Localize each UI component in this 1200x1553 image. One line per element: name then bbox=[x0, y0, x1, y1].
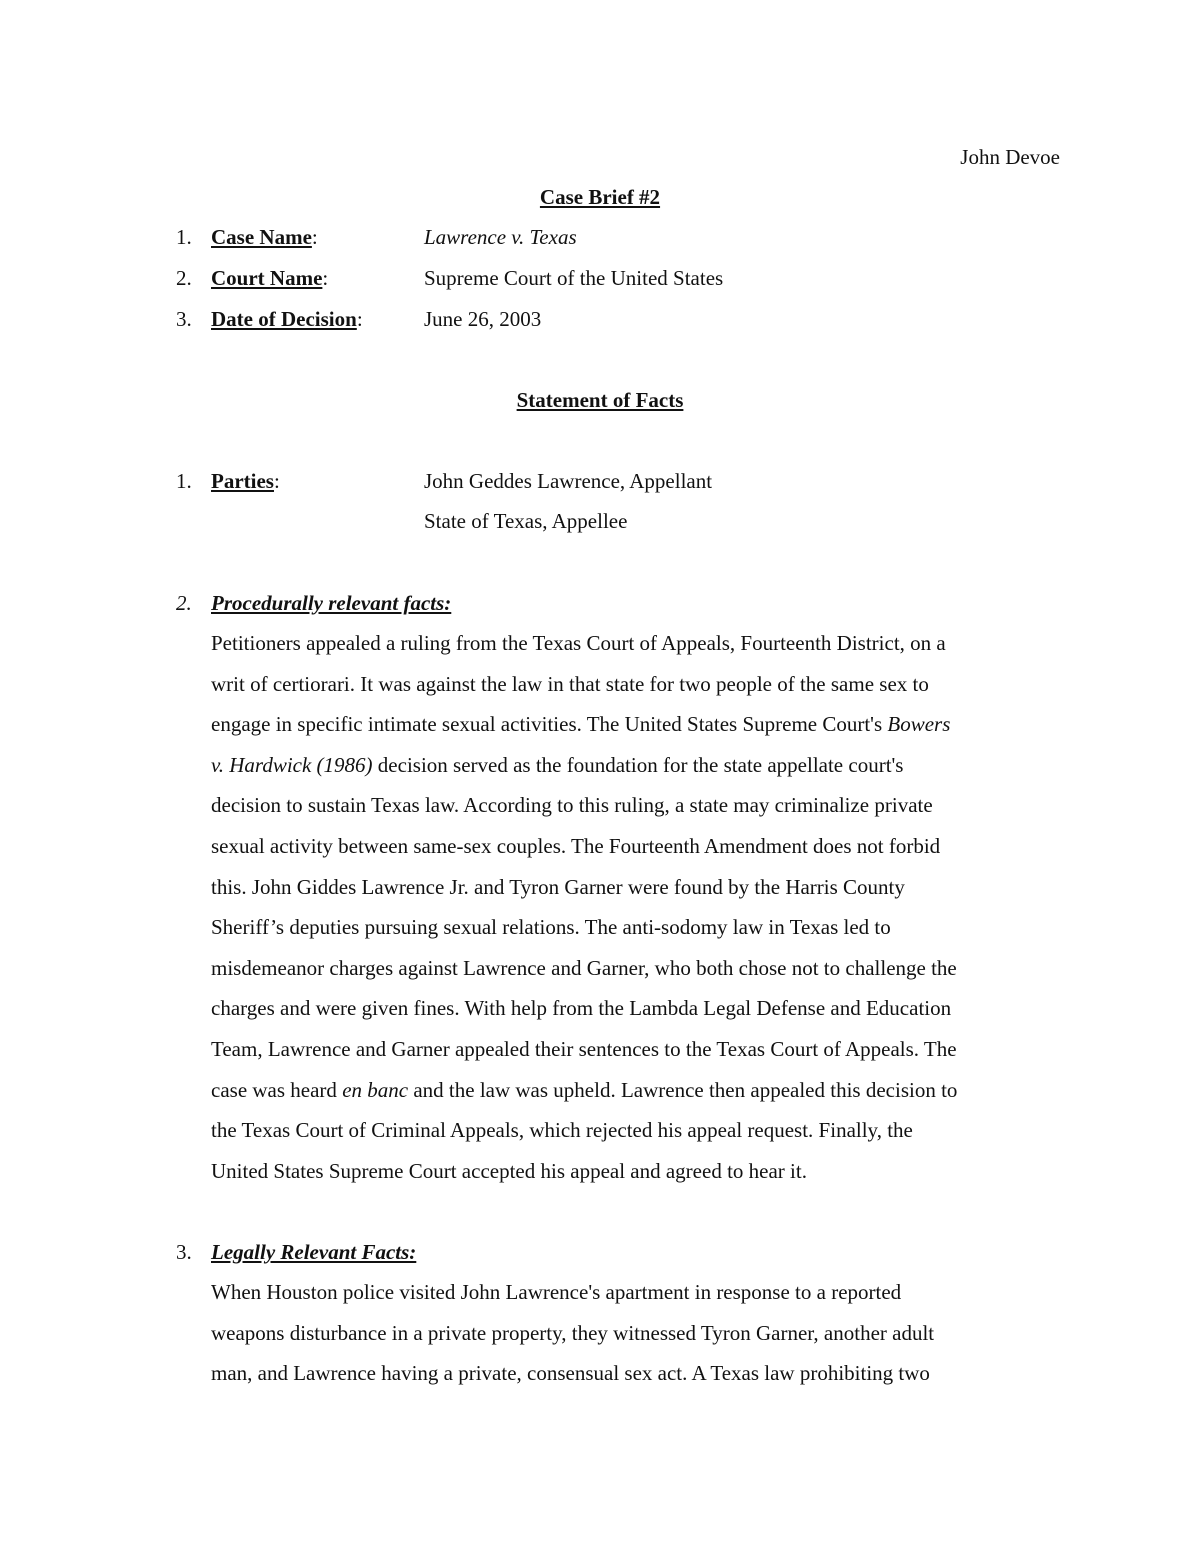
decision-date-value: June 26, 2003 bbox=[424, 307, 542, 331]
list-number: 3. bbox=[176, 307, 192, 331]
paragraph-line: Sheriff’s deputies pursuing sexual relations. The anti-sodomy law in Texas led to bbox=[211, 915, 891, 940]
legal-heading-row bbox=[0, 1238, 1200, 1268]
procedural-label: Procedurally relevant facts: bbox=[211, 591, 452, 615]
paragraph-line: case was heard en banc and the law was upheld. Lawrence then appealed this decision to bbox=[211, 1077, 958, 1102]
paragraph-line: Team, Lawrence and Garner appealed their sentences to the Texas Court of Appeals. The bbox=[211, 1036, 957, 1061]
paragraph-line: When Houston police visited John Lawrence's apartment in response to a reported bbox=[211, 1280, 902, 1304]
decision-date-row bbox=[0, 305, 1200, 335]
list-number: 1. bbox=[176, 469, 192, 493]
paragraph-line: v. Hardwick (1986) decision served as the foundation for the state appellate court's bbox=[211, 752, 904, 777]
paragraph-line: man, and Lawrence having a private, consensual sex act. A Texas law prohibiting two bbox=[211, 1361, 930, 1386]
paragraph-line: the Texas Court of Criminal Appeals, which rejected his appeal request. Finally, the bbox=[211, 1118, 913, 1143]
case-name-row bbox=[0, 223, 1200, 253]
parties-label: Parties: bbox=[211, 469, 280, 493]
procedural-paragraph bbox=[211, 623, 1051, 1191]
appellee-row bbox=[0, 507, 1200, 537]
paragraph-line: weapons disturbance in a private property, they witnessed Tyron Garner, another adult bbox=[211, 1320, 935, 1345]
list-number: 2. bbox=[176, 266, 192, 290]
parties-row bbox=[0, 467, 1200, 497]
paragraph-line: engage in specific intimate sexual activities. The United States Supreme Court's Bowers bbox=[211, 712, 951, 737]
author-name: John Devoe bbox=[960, 145, 1060, 169]
court-name-label: Court Name: bbox=[211, 266, 329, 290]
court-name-row bbox=[0, 264, 1200, 294]
paragraph-line: writ of certiorari. It was against the law in that state for two people of the same sex to bbox=[211, 671, 929, 696]
case-name-value: Lawrence v. Texas bbox=[424, 225, 577, 249]
paragraph-line: Petitioners appealed a ruling from the Texas Court of Appeals, Fourteenth District, on a bbox=[211, 631, 946, 655]
brief-title: Case Brief #2 bbox=[539, 185, 661, 209]
case-name-label: Case Name: bbox=[211, 225, 318, 249]
paragraph-line: sexual activity between same-sex couples. The Fourteenth Amendment does not forbid bbox=[211, 833, 941, 858]
appellant-value: John Geddes Lawrence, Appellant bbox=[424, 469, 713, 493]
paragraph-line: charges and were given fines. With help from the Lambda Legal Defense and Education bbox=[211, 996, 952, 1021]
paragraph-line: United States Supreme Court accepted his appeal and agreed to hear it. bbox=[211, 1158, 807, 1183]
legal-paragraph bbox=[211, 1272, 1051, 1394]
decision-date-label: Date of Decision: bbox=[211, 307, 363, 331]
paragraph-line: this. John Giddes Lawrence Jr. and Tyron Garner were found by the Harris County bbox=[211, 874, 905, 899]
paragraph-line: decision to sustain Texas law. According to this ruling, a state may criminalize private bbox=[211, 793, 933, 818]
procedural-heading-row bbox=[0, 589, 1200, 619]
list-number: 3. bbox=[176, 1240, 192, 1264]
list-number: 1. bbox=[176, 225, 192, 249]
facts-heading: Statement of Facts bbox=[516, 388, 684, 412]
court-name-value: Supreme Court of the United States bbox=[424, 266, 724, 290]
list-number: 2. bbox=[176, 591, 192, 615]
paragraph-line: misdemeanor charges against Lawrence and Garner, who both chose not to challenge the bbox=[211, 955, 957, 980]
legal-label: Legally Relevant Facts: bbox=[211, 1240, 417, 1264]
appellee-value: State of Texas, Appellee bbox=[424, 509, 628, 533]
